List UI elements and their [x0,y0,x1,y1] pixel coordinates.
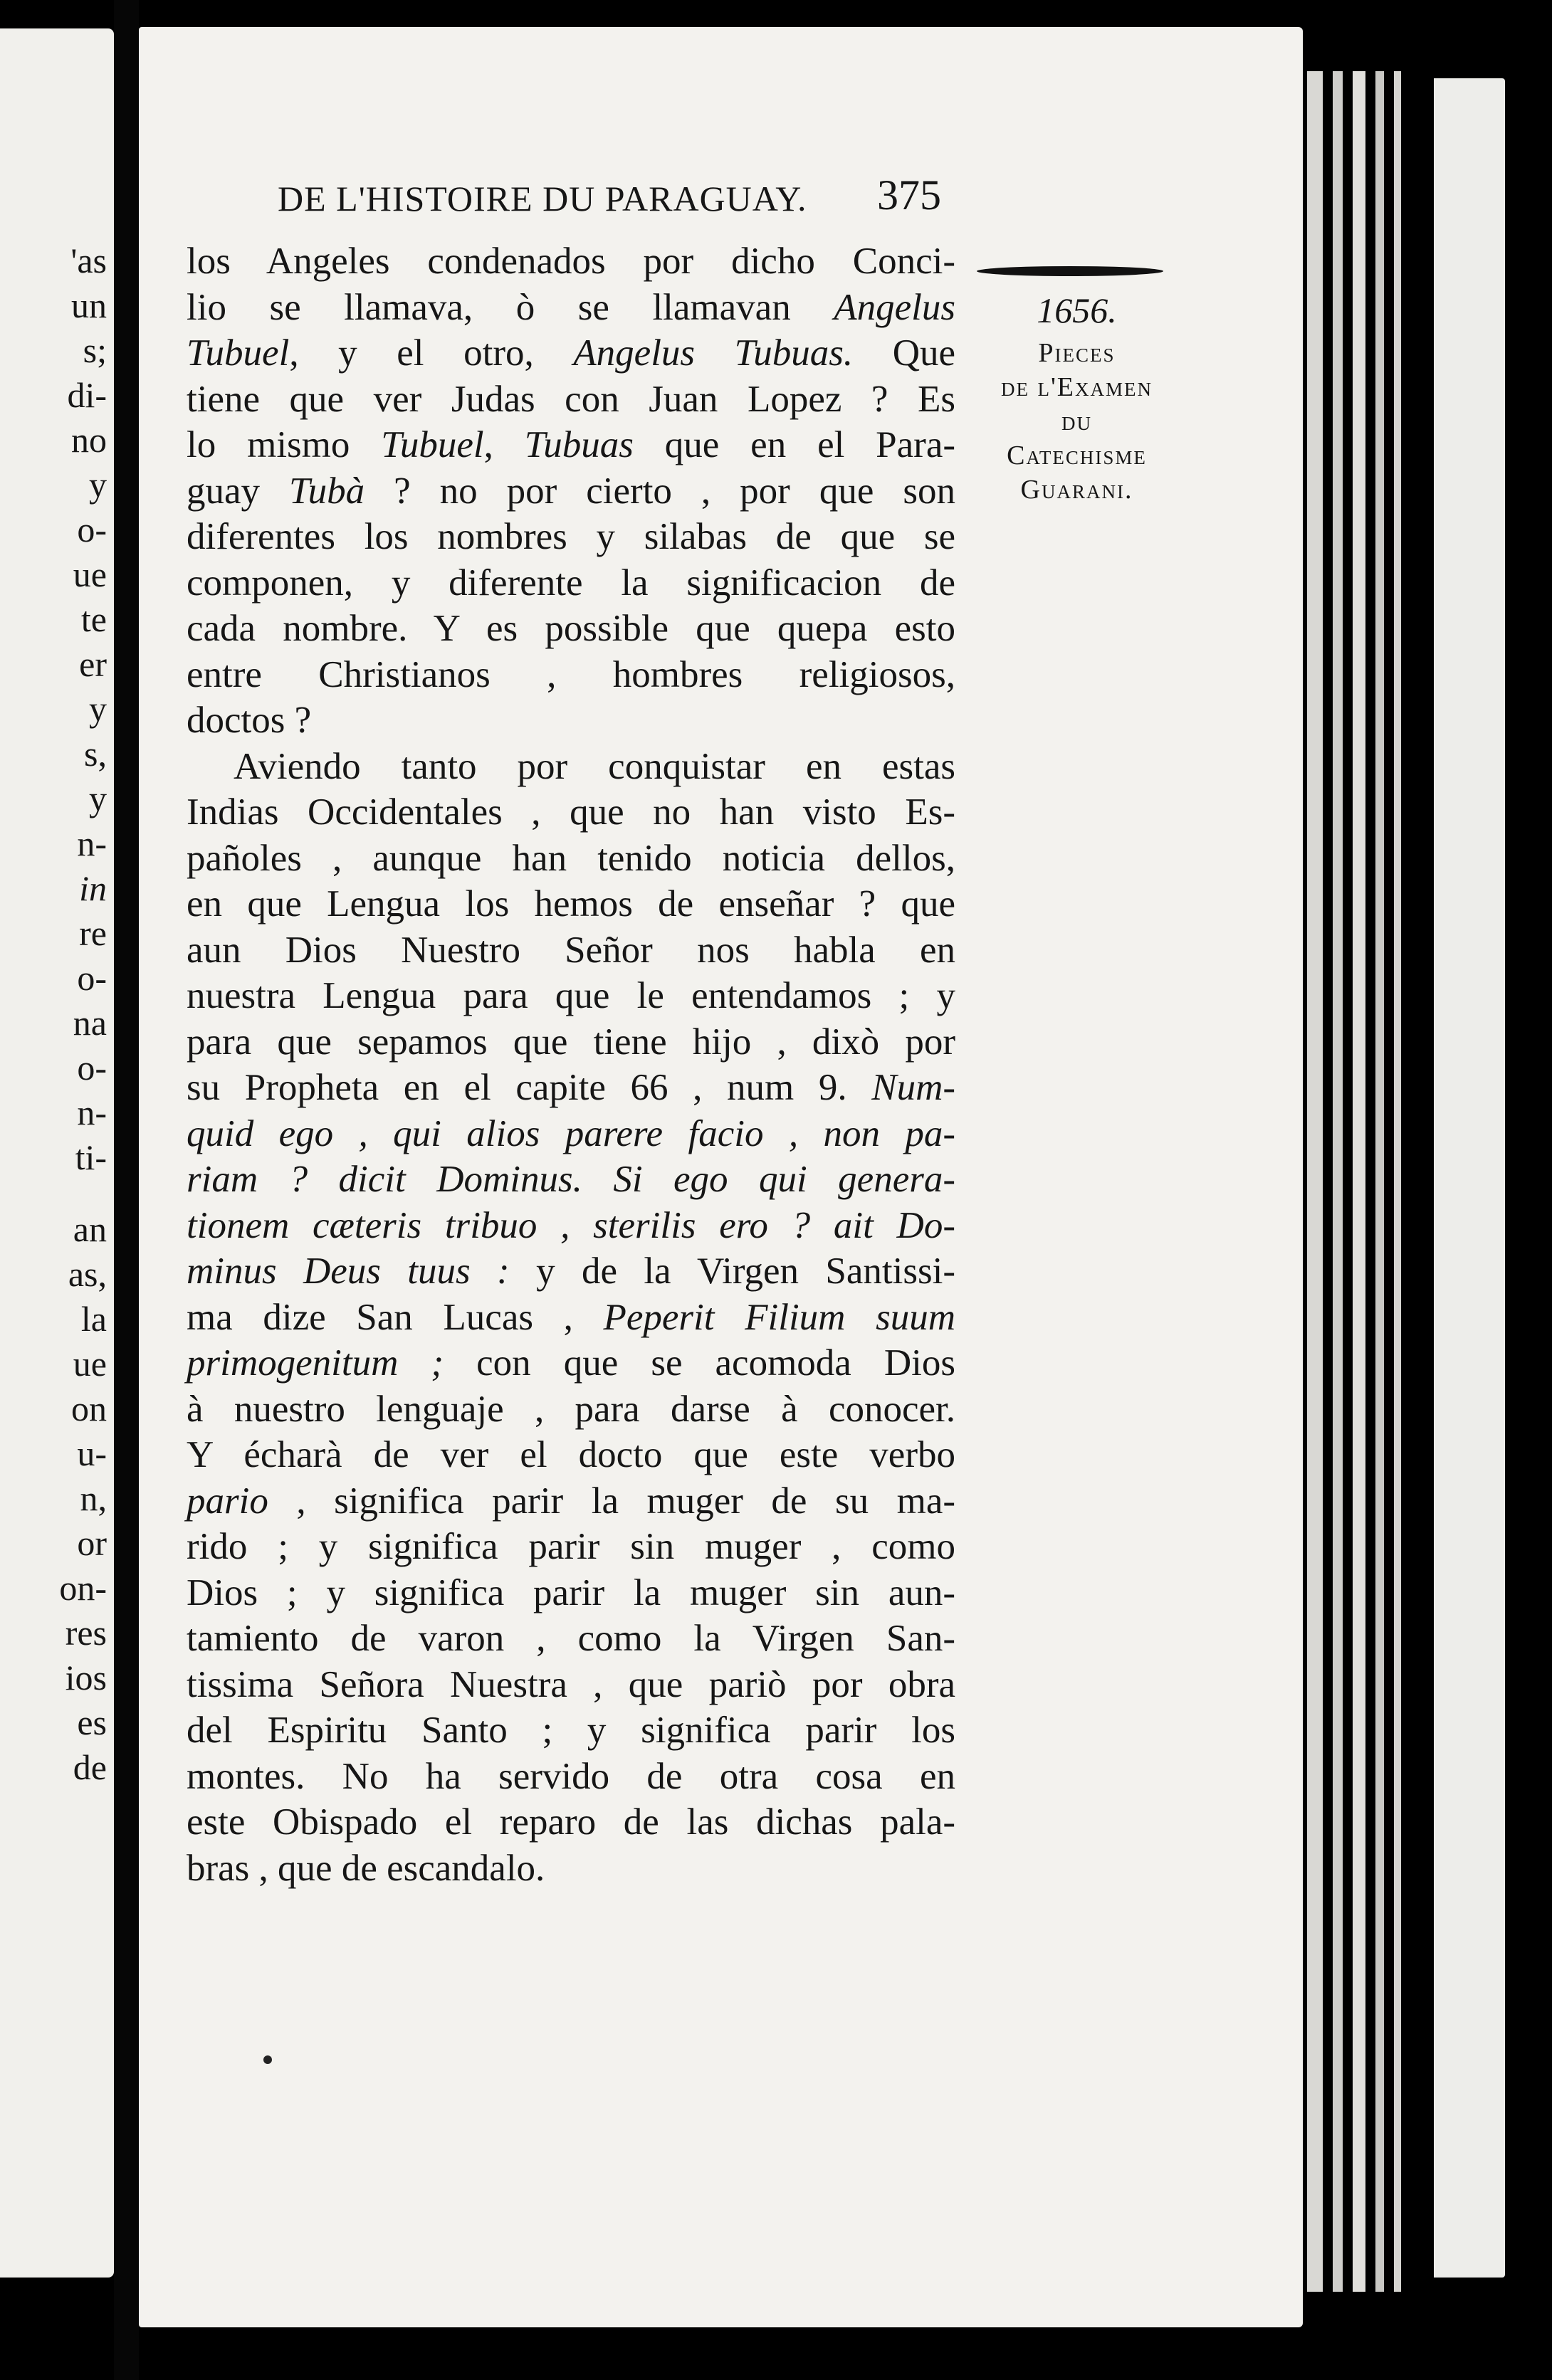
italic-segment: quid ego , qui alios parere facio , non pa- [187,1112,955,1154]
previous-page-fragment: ue [73,1344,107,1384]
previous-page-fragment: la [80,1299,107,1339]
italic-segment: riam ? dicit Dominus. Si ego qui genera- [187,1159,955,1200]
italic-segment: Tubà [289,470,365,512]
text-line [187,973,955,1019]
text-segment: lio se llamava, ò se llamavan [187,286,834,328]
back-cover-edge [1434,78,1505,2278]
text-line [187,422,955,468]
text-line [187,1754,955,1800]
text-line [187,606,955,652]
previous-page-fragment: ios [65,1658,107,1697]
text-segment: ? no por cierto , por que son [365,470,955,512]
italic-segment: Tubuas [524,424,634,465]
text-segment: los Angeles condenados por dicho Conci- [187,241,955,282]
italic-segment: pario [187,1480,268,1522]
previous-page-fragment: un [71,285,107,325]
text-segment: Que [853,332,955,374]
previous-page-fragment: o- [77,958,107,998]
text-segment: bras , que de escandalo. [187,1847,545,1889]
previous-page-fragment: n- [77,1092,107,1132]
italic-segment: Angelus Tubuas. [573,332,854,374]
text-segment: rido ; y significa parir sin muger , como [187,1526,955,1567]
text-line [187,927,955,974]
page-edge [1375,71,1384,2292]
previous-page-fragment: er [79,644,107,684]
text-segment: Indias Occidentales , que no han visto Es- [187,791,955,833]
previous-page-fragment: y [89,689,107,729]
italic-segment: Tubuel [187,332,290,374]
previous-page-fragment: n- [77,823,107,863]
italic-segment: minus Deus tuus : [187,1250,510,1292]
italic-segment: primogenitum ; [187,1342,444,1384]
text-line [187,285,955,331]
text-segment: y de la Virgen Santissi- [509,1250,955,1292]
previous-page-fragment: u- [77,1433,107,1473]
text-segment: tiene que ver Judas con Juan Lopez ? Es [187,378,955,420]
margin-note [979,285,1175,507]
ink-speck [263,2055,272,2064]
previous-page-fragment: on- [59,1568,107,1608]
text-line [187,1845,955,1892]
margin-note-line: Catechisme [1007,441,1147,470]
text-segment: guay [187,470,290,512]
text-line [187,1432,955,1478]
text-segment: , significa parir la muger de su ma- [268,1480,955,1522]
previous-page-fragment: y [89,465,107,505]
margin-year: 1656. [1037,290,1117,330]
previous-page-fragment: ue [73,554,107,594]
text-line [187,1157,955,1203]
text-segment: tissima Señora Nuestra , que pariò por obra [187,1663,955,1705]
header-word: L'HISTOIRE [336,179,533,218]
text-line [187,836,955,882]
text-segment: tamiento de varon , como la Virgen San- [187,1618,955,1659]
text-segment: pañoles , aunque han tenido noticia dellos, [187,837,955,879]
previous-page-fragment: re [79,913,107,953]
text-line [187,1799,955,1845]
margin-note-line: du [1061,406,1092,436]
text-line [187,1065,955,1111]
previous-page-fragment: y [89,779,107,818]
text-segment: que en el Para- [633,424,956,465]
text-segment: con que se acomoda Dios [444,1342,955,1384]
text-line [187,1570,955,1616]
text-segment: diferentes los nombres y silabas de que se [187,516,955,557]
text-segment: su Propheta en el capite 66 , num 9. [187,1067,872,1108]
page-edge [1394,71,1401,2292]
previous-page-fragment: de [73,1747,107,1787]
previous-page-fragment: s, [84,734,107,774]
margin-note-line: Pieces [1038,338,1116,368]
previous-page-fragment: s; [83,330,107,370]
text-segment: en que Lengua los hemos de enseñar ? que [187,883,955,925]
text-line [187,1295,955,1341]
previous-page-line-ends [0,238,107,1790]
previous-page-fragment: o- [77,1048,107,1088]
text-line [187,377,955,423]
previous-page-fragment: ti- [75,1137,107,1177]
text-line [187,1707,955,1754]
text-line [187,560,955,606]
text-line [187,1478,955,1525]
previous-page-fragment: na [73,1003,107,1043]
text-line [187,881,955,927]
text-line [187,1616,955,1662]
text-line [187,1662,955,1708]
text-line [187,1111,955,1157]
text-segment: nuestra Lengua para que le entendamos ; y [187,975,955,1016]
previous-page-fragment: n, [80,1478,107,1518]
header-word: DE [278,179,327,218]
text-segment: montes. No ha servido de otra cosa en [187,1755,955,1797]
previous-page-fragment: on [71,1389,107,1428]
previous-page-fragment: o- [77,510,107,549]
previous-page-fragment: or [77,1523,107,1563]
page-edge [1353,71,1365,2292]
text-segment: componen, y diferente la significacion de [187,562,955,604]
text-line [187,1340,955,1386]
previous-page-fragment: an [73,1209,107,1249]
book-spine-shadow [114,0,139,2380]
previous-page-fragment: no [71,420,107,460]
previous-page-fragment: res [65,1613,107,1653]
text-line [187,468,955,515]
margin-rule [977,266,1163,276]
text-segment: para que sepamos que tiene hijo , dixò por [187,1021,955,1063]
text-segment: aun Dios Nuestro Señor nos habla en [187,929,955,971]
text-segment: ma dize San Lucas , [187,1296,604,1338]
text-segment: Y écharà de ver el docto que este verbo [187,1434,955,1475]
text-segment: Dios ; y significa parir la muger sin aun- [187,1571,955,1613]
margin-note-line: de l'Examen [1000,372,1153,402]
page-number: 375 [877,172,941,218]
previous-page-fragment: di- [67,375,107,415]
text-line [187,1203,955,1249]
text-line [187,1524,955,1570]
text-segment: cada nombre. Y es possible que quepa esto [187,608,955,649]
text-segment: este Obispado el reparo de las dichas pala- [187,1801,955,1843]
text-line [187,514,955,560]
page-edge [1307,71,1323,2292]
text-segment: doctos ? [187,700,312,741]
previous-page-fragment: 'as [70,241,107,280]
page-edge [1333,71,1343,2292]
text-line [187,789,955,836]
previous-page-fragment: as, [68,1254,107,1294]
header-word: DU [542,179,596,218]
text-segment: à nuestro lenguaje , para darse à conocer. [187,1388,955,1430]
text-line [187,330,955,377]
text-line [187,652,955,698]
text-segment: Aviendo tanto por conquistar en estas [234,745,955,787]
text-line [187,238,955,285]
text-segment: del Espiritu Santo ; y significa parir los [187,1710,955,1751]
text-line [187,1248,955,1295]
text-segment: lo mismo [187,424,382,465]
previous-page-fragment: in [79,868,107,908]
italic-segment: Angelus [834,286,955,328]
text-segment: entre Christianos , hombres religiosos, [187,653,955,695]
header-word: PARAGUAY. [604,179,807,218]
text-line [187,697,955,744]
italic-segment: Num- [871,1067,955,1108]
italic-segment: Peperit Filium suum [603,1296,955,1338]
text-line [187,1019,955,1065]
italic-segment: tionem cæteris tribuo , sterilis ero ? ait Do- [187,1204,955,1246]
previous-page-fragment: es [77,1702,107,1742]
text-segment: , y el otro, [289,332,574,374]
italic-segment: Tubuel [381,424,484,465]
body-text [187,238,955,1891]
text-line [187,744,955,790]
previous-page-edge [0,28,114,2278]
margin-note-line: Guarani. [1020,475,1133,505]
previous-page-fragment: te [80,599,107,639]
text-line [187,1386,955,1433]
text-segment: , [483,424,525,465]
